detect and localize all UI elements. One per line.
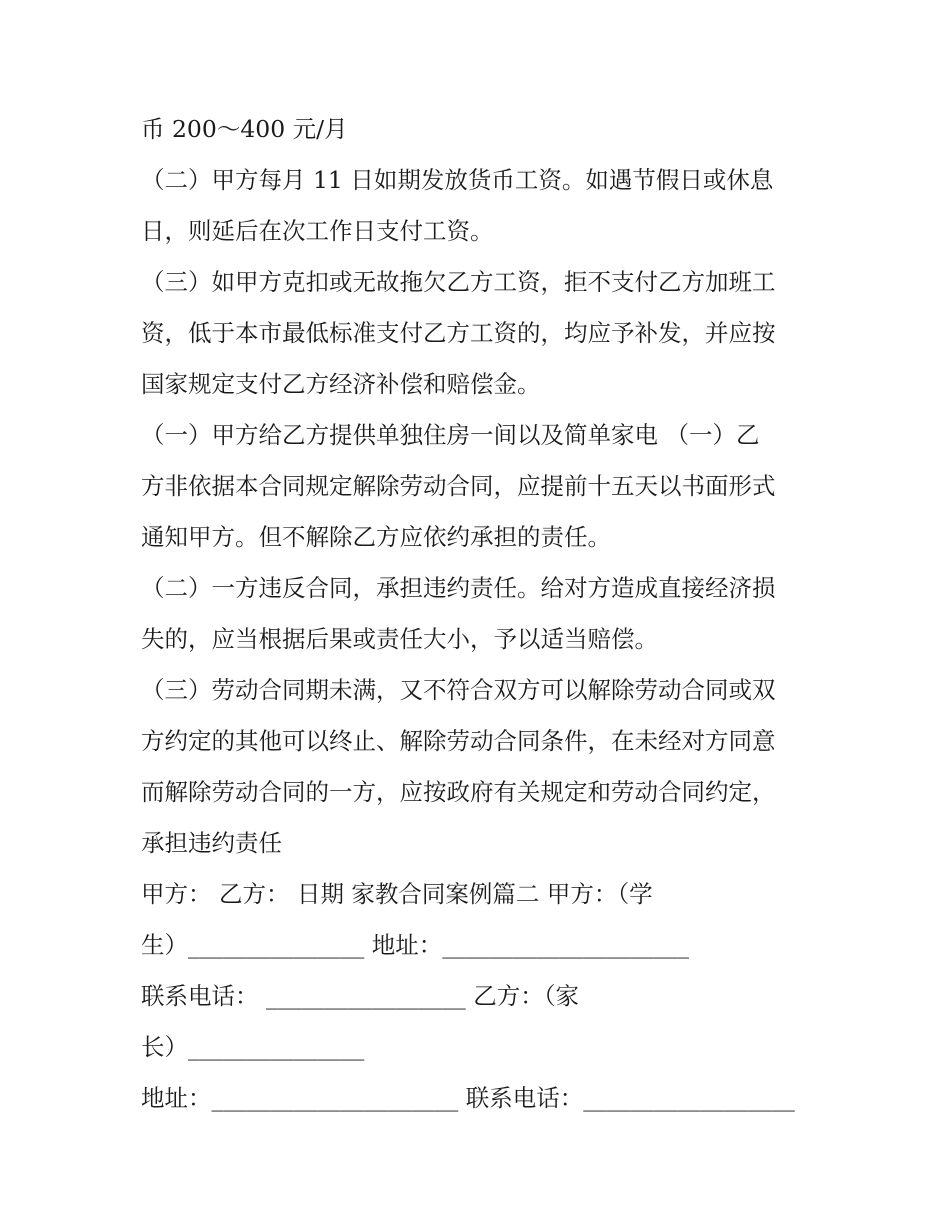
text-line: （三）如甲方克扣或无故拖欠乙方工资，拒不支付乙方加班工: [141, 268, 776, 296]
text-line: （三）劳动合同期未满，又不符合双方可以解除劳动合同或双: [141, 676, 776, 704]
text-line: 而解除劳动合同的一方，应按政府有关规定和劳动合同约定，: [141, 778, 776, 806]
text-line: 地址：_____________________ 联系电话：__________________: [141, 1084, 795, 1112]
text-line: 甲方： 乙方： 日期 家教合同案例篇二 甲方：（学: [141, 880, 653, 908]
text-line: 长）_______________: [141, 1033, 365, 1061]
text-line: 日，则延后在次工作日支付工资。: [141, 217, 494, 245]
text-line: 币 200～400 元/月: [141, 115, 348, 143]
text-line: 通知甲方。但不解除乙方应依约承担的责任。: [141, 523, 611, 551]
text-line: 方非依据本合同规定解除劳动合同，应提前十五天以书面形式: [141, 472, 776, 500]
text-line: （二）一方违反合同，承担违约责任。给对方造成直接经济损: [141, 574, 776, 602]
text-line: 失的，应当根据后果或责任大小，予以适当赔偿。: [141, 625, 658, 653]
text-line: 国家规定支付乙方经济补偿和赔偿金。: [141, 370, 541, 398]
text-line: （二）甲方每月 11 日如期发放货币工资。如遇节假日或休息: [141, 166, 774, 194]
text-line: 承担违约责任: [141, 829, 282, 857]
text-line: 生）_______________ 地址：_____________________: [141, 931, 689, 959]
text-line: 资，低于本市最低标准支付乙方工资的，均应予补发，并应按: [141, 319, 776, 347]
text-line: （一）甲方给乙方提供单独住房一间以及简单家电 （一）乙: [141, 421, 760, 449]
text-line: 联系电话： _________________ 乙方：（家: [141, 982, 579, 1010]
text-line: 方约定的其他可以终止、解除劳动合同条件，在未经对方同意: [141, 727, 776, 755]
